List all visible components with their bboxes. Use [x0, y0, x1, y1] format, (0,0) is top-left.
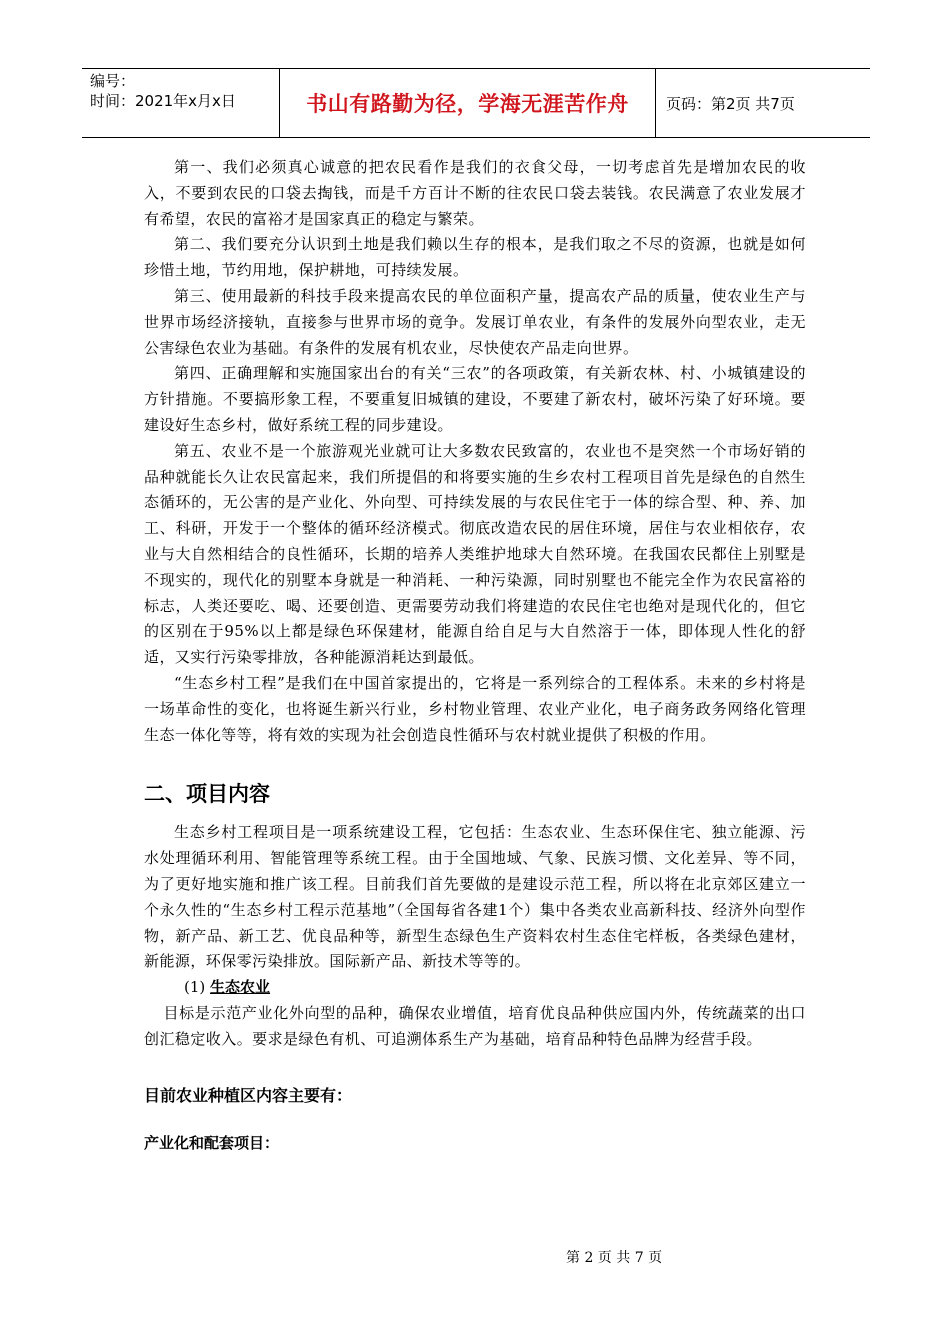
paragraph-4: 第四、正确理解和实施国家出台的有关“三农”的各项政策，有关新农林、村、小城镇建设的方针措施。不要搞形象工程，不要重复旧城镇的建设，不要建了新农村，破坏污染了好环境。要建设好生态乡村，做好系统工程的同步建设。: [144, 364, 806, 434]
subsection-title: 生态农业: [210, 978, 271, 997]
paragraph-6: “生态乡村工程”是我们在中国首家提出的，它将是一系列综合的工程体系。未来的乡村将是一场革命性的变化，也将诞生新兴行业，乡村物业管理、农业产业化，电子商务政务网络化管理生态一体化等等，将有效的实现为社会创造良性循环与农村就业提供了积极的作用。: [144, 673, 806, 744]
header-date-label: 时间：2021年x月x日: [90, 92, 236, 110]
page-header: [82, 68, 870, 138]
document-body: [144, 155, 806, 1153]
subsection-heading: [144, 975, 806, 1001]
heading-industrial-projects: 产业化和配套项目：: [144, 1133, 280, 1152]
subsection-number: (1): [184, 978, 206, 997]
paragraph-2: 第二、我们要充分认识到土地是我们赖以生存的根本，是我们取之不尽的资源，也就是如何珍惜土地，节约用地，保护耕地，可持续发展。: [144, 235, 806, 280]
subsection-text: 目标是示范产业化外向型的品种，确保农业增值，培育优良品种供应国内外，传统蔬菜的出口创汇稳定收入。要求是绿色有机、可追溯体系生产为基础，培育品种特色品牌为经营手段。: [144, 1003, 806, 1048]
paragraph-1: 第一、我们必须真心诚意的把农民看作是我们的衣食父母，一切考虑首先是增加农民的收入，不要到农民的口袋去掏钱，而是千方百计不断的往农民口袋去装钱。农民满意了农业发展才有希望，农民的富裕才是国家真正的稳定与繁荣。: [144, 158, 806, 228]
heading-planting-area: 目前农业种植区内容主要有：: [144, 1085, 353, 1105]
section-title: 二、项目内容: [144, 782, 270, 807]
header-meta: [82, 69, 280, 137]
paragraph-3: 第三、使用最新的科技手段来提高农民的单位面积产量，提高农产品的质量，使农业生产与世界市场经济接轨，直接参与世界市场的竟争。发展订单农业，有条件的发展外向型农业，走无公害绿色农业为基础。有条件的发展有机农业，尽快使农产品走向世界。: [144, 286, 806, 357]
header-number-label: 编号：: [90, 72, 136, 90]
section-intro: 生态乡村工程项目是一项系统建设工程，它包括：生态农业、生态环保住宅、独立能源、污水处理循环利用、智能管理等系统工程。由于全国地域、气象、民族习惯、文化差异、等不同，为了更好地实施和推广该工程。目前我们首先要做的是建设示范工程，所以将在北京郊区建立一个永久性的“生态乡村工程示范基地”（全国每省各建1个）集中各类农业高新科技、经济外向型作物，新产品、新工艺、优良品种等，新型生态绿色生产资料农村生态住宅样板，各类绿色建材，新能源，环保零污染排放。国际新产品、新技术等等的。: [144, 823, 806, 971]
paragraph-5: 第五、农业不是一个旅游观光业就可让大多数农民致富的，农业也不是突然一个市场好销的品种就能长久让农民富起来，我们所提倡的和将要实施的生乡农村工程项目首先是绿色的自然生态循环的，无公害的是产业化、外向型、可持续发展的与农民住宅于一体的综合型、种、养、加工、科研，开发于一个整体的循环经济模式。彻底改造农民的居住环境，居住与农业相依存，农业与大自然相结合的良性循环，长期的培养人类维护地球大自然环境。在我国农民都住上别墅是不现实的，现代化的别墅本身就是一种消耗、一种污染源，同时别墅也不能完全作为农民富裕的标志，人类还要吃、喝、还要创造、更需要劳动我们将建造的农民住宅也绝对是现代化的，但它的区别在于95%以上都是绿色环保建材，能源自给自足与大自然溶于一体，即体现人性化的舒适，又实行污染零排放，各种能源消耗达到最低。: [144, 441, 806, 667]
footer-page-number: 第 2 页 共 7 页: [566, 1250, 663, 1266]
header-motto: 书山有路勤为径，学海无涯苦作舟: [280, 69, 656, 137]
header-page-info: 页码：第2页 共7页: [666, 94, 795, 113]
